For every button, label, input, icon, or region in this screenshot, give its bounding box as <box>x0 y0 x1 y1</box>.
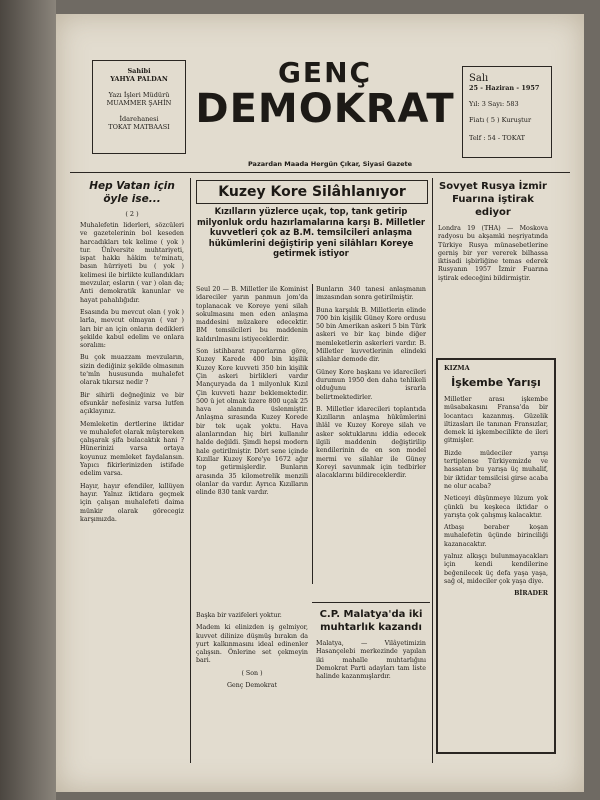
day: Salı <box>469 73 489 84</box>
paragraph: Memleketin dertlerine iktidar ve muhalefet olarak müştereken çalışarak şifa bulacaktık hani ? Hünerinizi varsa ortaya koyunuz memleket faydalansın. Yapıcı fikirlerinizden istifade edelim varsa. <box>80 420 184 478</box>
main-article-col-2 <box>316 286 426 485</box>
editorial-ending <box>196 612 308 694</box>
price: Fiatı ( 5 ) Kuruştur <box>469 116 532 124</box>
paragraph: Hayır, hayır efendiler, kıllüyen hayır. Yalnız iktidara geçmek için çalışan muhalefeti daima münkir olarak görecegiz karşımızda. <box>80 482 184 523</box>
masthead-info-box <box>92 60 186 154</box>
main-headline-box <box>196 180 428 204</box>
paragraph: Buna karşılık B. Milletlerin elinde 700 bin kişilik Güney Kore ordusu 50 bin Amerikan askeri 5 bin Türk askeri ve bir kaç binde diğer memleketlerin askerleri vardır. B. Milletler kuvvetlerinin elindeki silahlar demode dir. <box>316 306 426 364</box>
main-headline: Kuzey Kore Silâhlanıyor <box>218 184 406 200</box>
paragraph: Atbaşı beraber koşan muhalefetin üçünde birinciliği kazanacaktır. <box>444 524 548 548</box>
office-name: TOKAT MATBAASI <box>108 123 170 131</box>
masthead-date-box <box>462 66 552 158</box>
cp-article <box>316 608 426 685</box>
paragraph: Güney Kore başkanı ve idarecileri durumun 1950 den daha tehlikeli olduğunu israrla belirtmektedirler. <box>316 368 426 401</box>
paragraph: yalnız alkışçı bulunmayacakları için kendi kendilerine beğenilecek üç defa yaşa yaşa, sağ ol, mideciler çok yaşa diye. <box>444 553 548 585</box>
left-article-number: ( 2 ) <box>125 210 139 218</box>
paragraph: Bu çok muazzam mevzuların, sizin dediğiniz şekilde olmasının te'mîn hususunda muhalefet olarak tıkırsız nedir ? <box>80 354 184 387</box>
paragraph: Esasında bu mevcut olan ( yok ) larla, mevcut olmayan ( var ) ları bir an için onların dedikleri şekilde kabul edelim ve onlara soralım: <box>80 308 184 350</box>
paragraph: Başka bir vazifeleri yoktur. <box>196 612 282 619</box>
left-article-title: Hep Vatan için öyle ise... <box>89 180 175 205</box>
paragraph: Milletler arası işkembe müsabakasını Fransa'da bir locantacı kazanmış. Güzelik iltizasları ile tanınan Fransızlar, demek ki işkembecilikte de ileri gitmişler. <box>444 396 548 445</box>
paragraph: Seul 20 — B. Milletler ile Kominist idareciler yarın panmun jom'da toplanacak ve Koreye yeni silah sokulmasını men eden anlaşma maddesini müzakere edecektir. BM temsilcileri bu maddenin kaldırılmasını istiyeceklerdir. <box>196 286 308 343</box>
cp-article-title: C.P. Malatya'da iki muhtarlık kazandı <box>319 609 423 633</box>
newspaper-title <box>192 58 458 130</box>
right-article <box>438 180 548 287</box>
owner-name: YAHYA PALDAN <box>110 75 168 83</box>
paragraph: Son istihbarat raporlarına göre, Kuzey Karede 400 bin kişilik Kuzey Kore kuvveti 350 bin kişilik Çin askeri birlikleri vardır Mançuryada da 1 milyonluk Kızıl Çin kuvveti hazır beklemektedir. 500 ü jet olmak üzere 800 uçak 25 hava alanında üslenmiştir. Anlaşma sırasında Kuzey Korede bir tek uçak yoktu. Hava alanlarından hiç biri kullanılır halde değildi. Şimdi hepsi modern hale getirilmiştir. Dört sene içinde Kızıllar Kuzey Kore'ye 1672 ağır top getirmişlerdir. Bunların arasında 35 kilometrelik menzili olanlar da vardır. Ayrıca Kızılların elinde 830 tank vardır. <box>196 348 308 497</box>
signature: Genç Demokrat <box>227 682 277 690</box>
title-line-2: DEMOKRAT <box>195 86 455 132</box>
paragraph: Londra 19 (THA) — Moskova radyosu bu akşamki neşriyatında Türkiye Rusya münasebetlerine gerniş bir yer vererek bilhassa iktisadi işbirliğine temas ederek Rusyanın 1957 İzmir Fuarına iştirak edeceğini bildirmiştir. <box>438 225 548 282</box>
paragraph: Malatya, — Vilâyetimizin Hasançelebi merkezinde yapılan iki mahalle muhtarlığını Demokrat Parti adayları tam liste halinde kazanmışlardır. <box>316 640 426 681</box>
paragraph: ( Son ) <box>241 669 263 677</box>
volume: Yıl: 3 Sayı: 583 <box>469 100 519 108</box>
owner-label: Sahibi <box>127 67 151 75</box>
date: 25 - Haziran - 1957 <box>469 84 540 92</box>
kizma-signature: BİRADER <box>514 590 548 598</box>
right-article-title: Sovyet Rusya İzmir Fuarına iştirak ediyor <box>439 181 547 218</box>
subtitle: Pazardan Maada Hergün Çıkar, Siyasi Gazete <box>247 160 413 168</box>
masthead-rule <box>70 172 570 173</box>
paragraph: Neticeyi düşünmeye lüzum yok çünkü bu keşkeca iktidar o yarışta çok çalışmış kalacaktır. <box>444 495 548 519</box>
column-rule <box>432 178 433 763</box>
kizma-box <box>436 358 556 754</box>
editor-label: Yazı İşleri Müdürü <box>108 91 170 99</box>
editor-name: MUAMMER ŞAHİN <box>106 99 172 107</box>
paragraph: Bizde müdeciler yarışı tertiplense Türkiyemizde ve hassatan bu yarışa üç muhalif, bir iktidar temsilcisi girse acaba ne olur acaba? <box>444 449 548 490</box>
column-rule <box>312 284 313 584</box>
paragraph: Bir sihirli değneğiniz ve bir efsunkâr nefesiniz varsa lutfen açıklayınız. <box>80 391 184 416</box>
phone: Telf : 54 - TOKAT <box>469 134 526 142</box>
title-line-1: GENÇ <box>277 56 373 89</box>
paragraph: B. Milletler idarecileri toplantıda Kızılların anlaşma hükümlerini ihlâl ve Kuzey Koreye silah ve asker soktuklarını iddia edecek ilgili maddenin değiştirilip kendilerinin de en son model mermi ve silahlar ile Güney Koreyi savunmak için tedbirler alacaklarını bildireceklerdir. <box>316 405 426 480</box>
left-article <box>80 180 184 528</box>
paragraph: Madem ki elinizden iş gelmiyor, kuvvet dilinize düşmüş bırakın da yurt kalkınmasını ideal edinenler çalışsın. Önlerine set çekmeyin bari. <box>196 624 308 665</box>
table-edge <box>0 0 56 800</box>
article-rule <box>312 602 430 603</box>
paragraph: Muhalefetin liderleri, sözcüleri ve gazetelerinin bol keseden harcadıkları tek kelime ( yok ) tur. Ünîversite muhtariyeti, ispat hakkı hâkim te'minatı, basın hürriyeti bu ( yok ) kelimesi ile birlikte kullandıkları mevzular, esların ( var ) olan da; Anti demokratik kanunlar ve hayat pahalılığıdır. <box>80 222 184 304</box>
main-deck: Kızılların yüzlerce uçak, top, tank getirip milyonluk ordu hazırlamalarına karşı B. Milletler kuvvetleri çok az B.M. temsilcileri anlaşma hükümlerini değiştirip yeni silâhları Koreye getirmek istiyor <box>196 206 426 258</box>
paragraph: Bunların 340 tanesi anlaşmanın imzasından sonra getirilmiştir. <box>316 286 426 302</box>
column-rule <box>190 178 191 763</box>
kizma-label: KIZMA <box>444 364 470 372</box>
main-article-col-1 <box>196 286 308 501</box>
kizma-title: İşkembe Yarışı <box>451 376 541 389</box>
office-label: İdarehanesi <box>119 115 159 123</box>
